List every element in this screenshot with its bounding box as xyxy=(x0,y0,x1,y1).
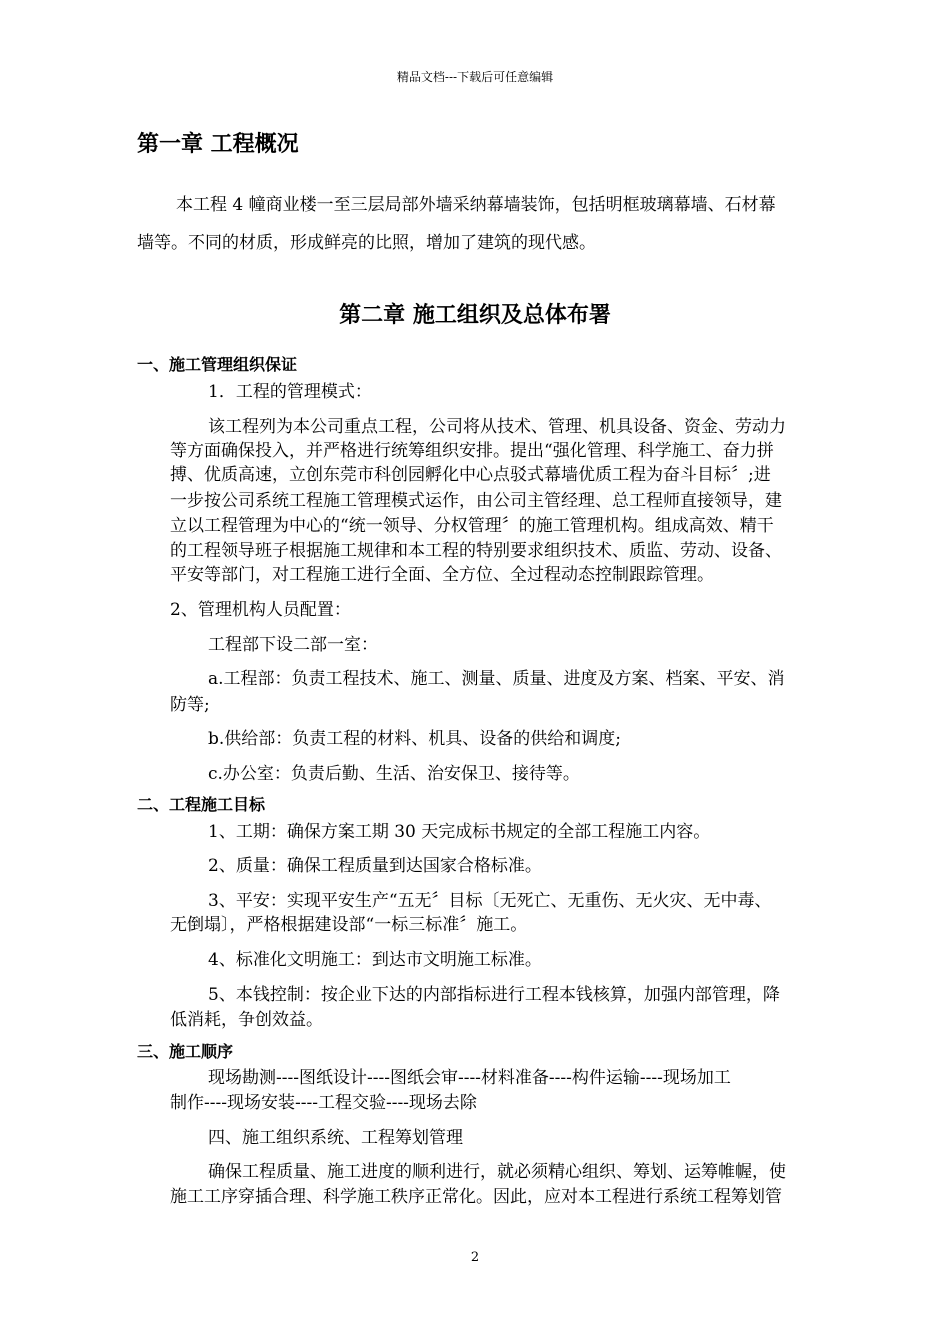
chapter1-para-line: 本工程 4 幢商业楼一至三层局部外墙采纳幕墙装饰，包括明框玻璃幕墙、石材幕 xyxy=(176,195,776,215)
page-number: 2 xyxy=(470,1250,480,1265)
item1-line: 等方面确保投入，并严格进行统筹组织安排。提出“强化管理、科学施工、奋力拼 xyxy=(170,441,774,461)
item1-line: 搏、优质高速，立创东莞市科创园孵化中心点驳式幕墙优质工程为奋斗目标〞;进 xyxy=(170,465,771,485)
chapter1-title: 第一章 工程概况 xyxy=(137,132,299,157)
subsection4-line: 确保工程质量、施工进度的顺利进行，就必须精心组织、筹划、运筹帷幄，使 xyxy=(208,1162,786,1182)
goal-1: 1、工期：确保方案工期 30 天完成标书规定的全部工程施工内容。 xyxy=(208,822,711,842)
item1-line: 立以工程管理为中心的“统一领导、分权管理〞的施工管理机构。组成高效、精干 xyxy=(170,516,774,536)
item1-line: 一步按公司系统工程施工管理模式运作，由公司主管经理、总工程师直接领导，建 xyxy=(170,491,782,511)
chapter2-title: 第二章 施工组织及总体布署 xyxy=(339,303,611,328)
subsection4-line: 施工工序穿插合理、科学施工秩序正常化。因此，应对本工程进行系统工程筹划管 xyxy=(170,1187,782,1207)
item2-title: 2、管理机构人员配置： xyxy=(170,600,351,620)
item1-line: 的工程领导班子根据施工规律和本工程的特别要求组织技术、质监、劳动、设备、 xyxy=(170,541,782,561)
item2-intro: 工程部下设二部一室： xyxy=(208,635,378,655)
item1-title: 1．工程的管理模式： xyxy=(208,382,372,402)
sequence-line: 现场勘测----图纸设计----图纸会审----材料准备----构件运输----现场加工 xyxy=(208,1068,731,1088)
section2-heading: 二、工程施工目标 xyxy=(137,795,266,814)
item1-line: 该工程列为本公司重点工程，公司将从技术、管理、机具设备、资金、劳动力 xyxy=(208,417,786,437)
goal-5-line: 低消耗，争创效益。 xyxy=(170,1010,323,1030)
page-header: 精品文档---下载后可任意编辑 xyxy=(396,70,554,84)
chapter1-para-line: 墙等。不同的材质，形成鲜亮的比照，增加了建筑的现代感。 xyxy=(137,233,596,253)
section3-heading: 三、施工顺序 xyxy=(137,1042,234,1061)
goal-3-line: 3、平安：实现平安生产“五无〞目标〔无死亡、无重伤、无火灾、无中毒、 xyxy=(208,891,772,911)
item1-line: 平安等部门，对工程施工进行全面、全方位、全过程动态控制跟踪管理。 xyxy=(170,565,714,585)
goal-4: 4、标准化文明施工：到达市文明施工标准。 xyxy=(208,950,542,970)
item2-a-line: 防等; xyxy=(170,695,210,715)
goal-3-line: 无倒塌〕，严格根据建设部“一标三标准〞施工。 xyxy=(170,915,528,935)
section1-heading: 一、施工管理组织保证 xyxy=(137,355,298,374)
goal-2: 2、质量：确保工程质量到达国家合格标准。 xyxy=(208,856,542,876)
item2-b: b.供给部：负责工程的材料、机具、设备的供给和调度; xyxy=(208,729,622,749)
item2-a-line: a.工程部：负责工程技术、施工、测量、质量、进度及方案、档案、平安、消 xyxy=(208,669,785,689)
sequence-line: 制作----现场安装----工程交验----现场去除 xyxy=(170,1093,477,1113)
item2-c: c.办公室：负责后勤、生活、治安保卫、接待等。 xyxy=(208,764,580,784)
subsection4-title: 四、施工组织系统、工程筹划管理 xyxy=(208,1128,463,1148)
goal-5-line: 5、本钱控制：按企业下达的内部指标进行工程本钱核算，加强内部管理，降 xyxy=(208,985,780,1005)
